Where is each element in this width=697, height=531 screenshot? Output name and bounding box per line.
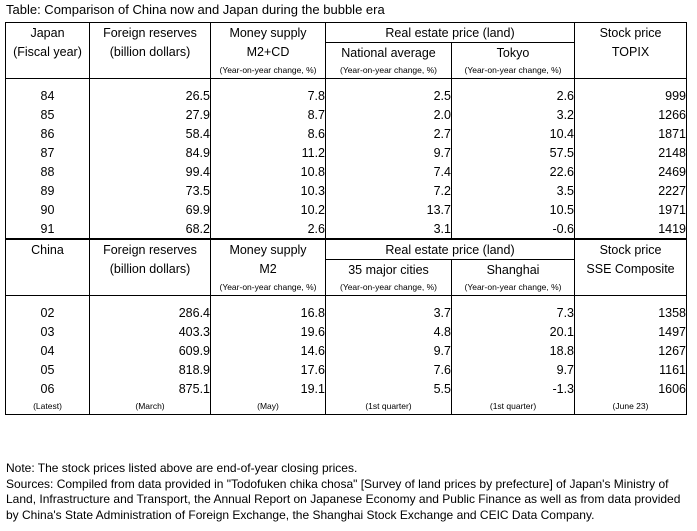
china-header-row-1 (6, 239, 687, 260)
table-row: 86 58.4 8.6 2.7 10.4 1871 (6, 124, 687, 143)
japan-national-average-note: (Year-on-year change, %) (326, 62, 452, 79)
china-shanghai-header: Shanghai (452, 260, 575, 280)
china-35-cities-header: 35 major cities (326, 260, 452, 280)
table-row: 90 69.9 10.2 13.7 10.5 1971 (6, 200, 687, 219)
table-row: 87 84.9 11.2 9.7 57.5 2148 (6, 143, 687, 162)
table-title: Table: Comparison of China now and Japan during the bubble era (6, 2, 385, 17)
footnotes (6, 461, 692, 523)
japan-tokyo-header: Tokyo (452, 43, 575, 63)
japan-header-row-2 (6, 43, 687, 63)
note-text: Note: The stock prices listed above are end-of-year closing prices. (6, 461, 358, 475)
period-note-reserves: (March) (90, 398, 211, 415)
table-row: 05 818.9 17.6 7.6 9.7 1161 (6, 360, 687, 379)
japan-header-row-1 (6, 23, 687, 43)
period-note-latest: (Latest) (33, 401, 62, 411)
china-label: China (6, 239, 90, 260)
table-row: 84 26.5 7.8 2.5 2.6 999 (6, 86, 687, 105)
china-reserves-unit: (billion dollars) (90, 260, 211, 280)
japan-label: Japan (30, 25, 65, 40)
china-35-cities-note: (Year-on-year change, %) (326, 279, 452, 296)
japan-reserves-header: Foreign reserves (90, 23, 211, 43)
japan-fiscal-year-label: (Fiscal year) (13, 45, 82, 60)
china-section (6, 239, 687, 415)
japan-stock-header: Stock price (575, 23, 687, 43)
china-shanghai-note: (Year-on-year change, %) (452, 279, 575, 296)
china-stock-header: Stock price (575, 239, 687, 260)
japan-tokyo-note: (Year-on-year change, %) (452, 62, 575, 79)
period-note-shanghai: (1st quarter) (452, 398, 575, 415)
table-row: 04 609.9 14.6 9.7 18.8 1267 (6, 341, 687, 360)
period-note-money-supply: (May) (211, 398, 326, 415)
table-row: 89 73.5 10.3 7.2 3.5 2227 (6, 181, 687, 200)
china-money-supply-header: Money supply (211, 239, 326, 260)
japan-realestate-header: Real estate price (land) (326, 23, 575, 43)
japan-reserves-unit: (billion dollars) (90, 43, 211, 63)
table-row: 85 27.9 8.7 2.0 3.2 1266 (6, 105, 687, 124)
table-row: 06 875.1 19.1 5.5 -1.3 1606 (6, 379, 687, 398)
japan-money-supply-note: (Year-on-year change, %) (211, 62, 326, 79)
china-header-row-3 (6, 279, 687, 296)
japan-money-supply-measure: M2+CD (211, 43, 326, 63)
china-period-notes-row (6, 398, 687, 415)
table-row: 91 68.2 2.6 3.1 -0.6 1419 (6, 219, 687, 239)
china-money-supply-note: (Year-on-year change, %) (211, 279, 326, 296)
china-realestate-header: Real estate price (land) (326, 239, 575, 260)
period-note-35-cities: (1st quarter) (326, 398, 452, 415)
table-row: 03 403.3 19.6 4.8 20.1 1497 (6, 322, 687, 341)
table-row: 88 99.4 10.8 7.4 22.6 2469 (6, 162, 687, 181)
china-reserves-header: Foreign reserves (90, 239, 211, 260)
sources-text: Sources: Compiled from data provided in "Todofuken chika chosa" [Survey of land prices by prefecture] of Japan's Ministry of Land, Infrastructure and Transport, the Annual Report on Japanese Economy and Public Finance as well as from data provided by China's State Administration of Foreign Exchange, the Shanghai Stock Exchange and CEIC Data Company. (6, 476, 681, 522)
comparison-table (5, 22, 687, 415)
japan-national-average-header: National average (326, 43, 452, 63)
japan-header-row-3 (6, 62, 687, 79)
japan-topix-header: TOPIX (575, 43, 687, 63)
japan-section (6, 23, 687, 240)
china-sse-header: SSE Composite (575, 260, 687, 280)
period-note-sse: (June 23) (575, 398, 687, 415)
china-money-supply-measure: M2 (211, 260, 326, 280)
japan-money-supply-header: Money supply (211, 23, 326, 43)
table-row: 02 286.4 16.8 3.7 7.3 1358 (6, 303, 687, 322)
china-header-row-2 (6, 260, 687, 280)
